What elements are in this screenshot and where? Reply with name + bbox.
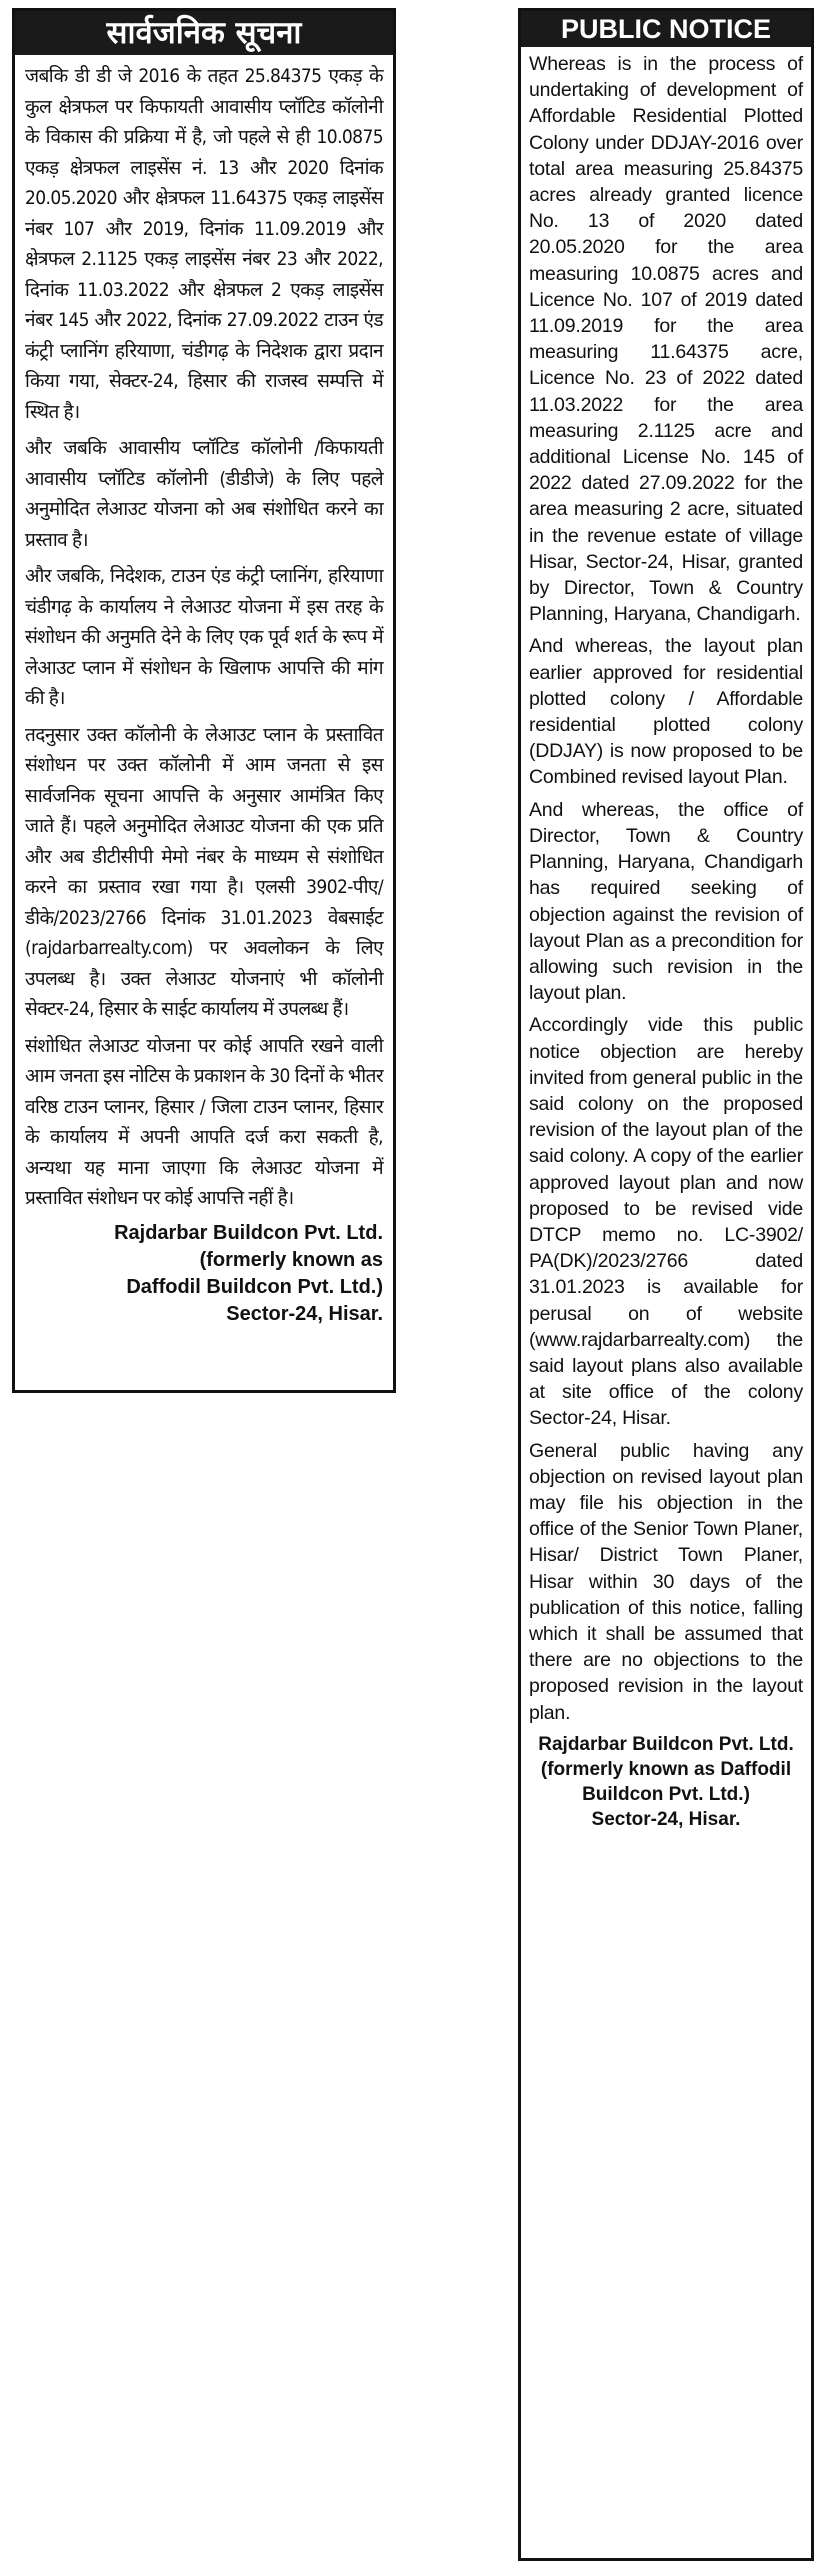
- hindi-public-notice: [12, 8, 396, 1393]
- hindi-paragraph-1: जबकि डी डी जे 2016 के तहत 25.84375 एकड़ के कुल क्षेत्रफल पर किफायती आवासीय प्लॉटिड कॉलोनी के विकास की प्रक्रिया में है, जो पहले से ही 10.0875 एकड़ क्षेत्रफल लाइसेंस नं. 13 और 2020 दिनांक 20.05.2020 और क्षेत्रफल 11.64375 एकड़ लाइसेंस नंबर 107 और 2019, दिनांक 11.09.2019 और क्षेत्रफल 2.1125 एकड़ लाइसेंस नंबर 23 और 2022, दिनांक 11.03.2022 और क्षेत्रफल 2 एकड़ लाइसेंस नंबर 145 और 2022, दिनांक 27.09.2022 टाउन एंड कंट्री प्लानिंग हरियाणा, चंडीगढ़ के निदेशक द्वारा प्रदान किया गया, सेक्टर-24, हिसार की राजस्व सम्पत्ति में स्थित है।: [25, 65, 383, 423]
- english-paragraph-3: And whereas, the office of Director, Town & Country Planning, Haryana, Chandigarh has required seeking of objection against the revision of layout Plan as a precondition for allowing such revision in the layout plan.: [529, 798, 803, 1005]
- english-signature: [529, 1732, 803, 1832]
- hindi-notice-body: [15, 55, 393, 1328]
- english-paragraph-4: Accordingly vide this public notice objection are hereby invited from general public in the said colony on the proposed revision of the layout plan of the said colony. A copy of the earlier approved layout plan and now proposed to be revised vide DTCP memo no. LC-3902/ PA(DK)/2023/2766 dated 31.01.2023 is available for perusal on of website (www.rajdarbarrealty.com) the said layout plans also available at site office of the colony Sector-24, Hisar.: [529, 1014, 803, 1430]
- hindi-signature-address: Sector-24, Hisar.: [226, 1302, 383, 1325]
- english-paragraph-5: General public having any objection on revised layout plan may file his objection in the office of the Senior Town Planer, Hisar/ District Town Planer, Hisar within 30 days of the publication of this notice, falling which it shall be assumed that there are no objections to the proposed revision in the layout plan.: [529, 1439, 803, 1724]
- english-public-notice: [518, 8, 814, 2561]
- hindi-signature: [25, 1220, 383, 1328]
- english-paragraph-2: And whereas, the layout plan earlier approved for residential plotted colony / Affordable residential plotted colony (DDJAY) is now proposed to be Combined revised layout Plan.: [529, 635, 803, 789]
- hindi-paragraph-4: तदनुसार उक्त कॉलोनी के लेआउट प्लान के प्रस्तावित संशोधन पर उक्त कॉलोनी में आम जनता से इस सार्वजनिक सूचना आपत्ति के अनुसार आमंत्रित किए जाते हैं। पहले अनुमोदित लेआउट योजना की एक प्रति और अब डीटीसीपी मेमो नंबर के माध्यम से संशोधित करने का प्रस्ताव रखा गया है। एलसी 3902-पीए/डीके/2023/2766 दिनांक 31.01.2023 वेबसाईट (rajdarbarrealty.com) पर अवलोकन के लिए उपलब्ध है। उक्त लेआउट योजनाएं भी कॉलोनी सेक्टर-24, हिसार के साईट कार्यालय में उपलब्ध हैं।: [25, 723, 383, 1020]
- hindi-paragraph-3: और जबकि, निदेशक, टाउन एंड कंट्री प्लानिंग, हरियाणा चंडीगढ़ के कार्यालय ने लेआउट योजना में इस तरह के संशोधन की अनुमति देने के लिए एक पूर्व शर्त के रूप में लेआउट प्लान में संशोधन के खिलाफ आपत्ति की मांग की है।: [25, 565, 383, 709]
- english-notice-body: [521, 47, 811, 1832]
- english-signature-address: Sector-24, Hisar.: [591, 1808, 741, 1830]
- hindi-signature-company: Rajdarbar Buildcon Pvt. Ltd.: [114, 1221, 383, 1244]
- english-notice-title: PUBLIC NOTICE: [521, 11, 811, 47]
- hindi-signature-former-name: Daffodil Buildcon Pvt. Ltd.): [126, 1275, 383, 1298]
- english-signature-company: Rajdarbar Buildcon Pvt. Ltd.: [538, 1733, 794, 1755]
- hindi-paragraph-2: और जबकि आवासीय प्लॉटिड कॉलोनी /किफायती आवासीय प्लॉटिड कॉलोनी (डीडीजे) के लिए पहले अनुमोदित लेआउट योजना को अब संशोधित करने का प्रस्ताव है।: [25, 437, 383, 551]
- english-signature-formerly: (formerly known as Daffodil: [540, 1758, 792, 1780]
- hindi-signature-formerly: (formerly known as: [199, 1248, 383, 1271]
- english-paragraph-1: Whereas is in the process of undertaking of development of Affordable Residential Plotted Colony under DDJAY-2016 over total area measuring 25.84375 acres already granted licence No. 13 of 2020 dated 20.05.2020 for the area measuring 10.0875 acres and Licence No. 107 of 2019 dated 11.09.2019 for the area measuring 11.64375 acre, Licence No. 23 of 2022 dated 11.03.2022 for the area measuring 2.1125 acre and additional License No. 145 of 2022 dated 27.09.2022 for the area measuring 2 acre, situated in the revenue estate of village Hisar, Sector-24, Hisar, granted by Director, Town & Country Planning, Haryana, Chandigarh.: [529, 53, 803, 626]
- hindi-notice-title: सार्वजनिक सूचना: [15, 11, 393, 55]
- english-signature-former-name: Buildcon Pvt. Ltd.): [582, 1783, 750, 1805]
- hindi-paragraph-5: संशोधित लेआउट योजना पर कोई आपति रखने वाली आम जनता इस नोटिस के प्रकाशन के 30 दिनों के भीतर वरिष्ठ टाउन प्लानर, हिसार / जिला टाउन प्लानर, हिसार के कार्यालय में अपनी आपति दर्ज करा सकती है, अन्यथा यह माना जाएगा कि लेआउट योजना में प्रस्तावित संशोधन पर कोई आपत्ति नहीं है।: [25, 1034, 383, 1209]
